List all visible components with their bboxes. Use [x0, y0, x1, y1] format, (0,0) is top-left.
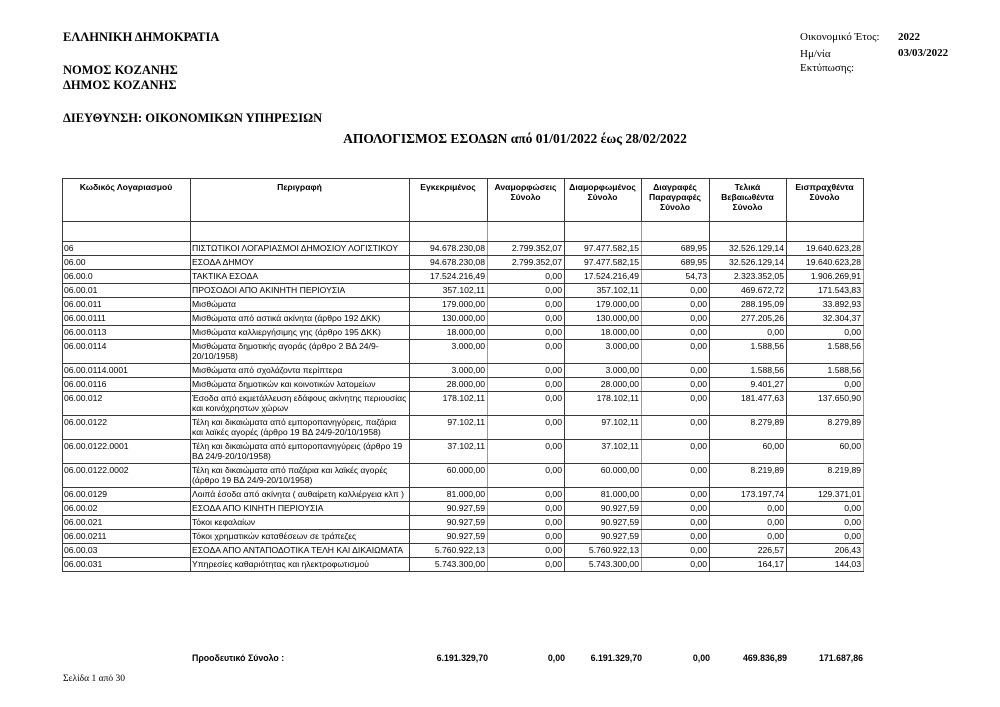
account-code-cell: 06.00.021	[63, 516, 191, 530]
adjusted-cell: 81.000,00	[565, 488, 642, 502]
approved-cell: 60.000,00	[410, 464, 488, 488]
adjusted-cell: 130.000,00	[565, 312, 642, 326]
account-code-cell: 06.00.0114	[63, 340, 191, 364]
table-row	[63, 530, 864, 544]
certified-cell: 32.526.129,14	[710, 256, 787, 270]
certified-cell: 0,00	[710, 502, 787, 516]
approved-cell: 5.760.922,13	[410, 544, 488, 558]
account-code-cell: 06.00.031	[63, 558, 191, 572]
approved-cell: 179.000,00	[410, 298, 488, 312]
directorate-heading: ΔΙΕΥΘΥΝΣΗ: ΟΙΚΟΝΟΜΙΚΩΝ ΥΠΗΡΕΣΙΩΝ	[63, 111, 323, 125]
column-header-account-code: Κωδικός Λογαριασμού	[63, 179, 191, 222]
certified-cell: 1.588,56	[710, 340, 787, 364]
total-approved: 6.191.329,70	[436, 653, 488, 663]
table-row	[63, 558, 864, 572]
account-code-cell: 06.00.0122	[63, 416, 191, 440]
account-code-cell: 06.00.0211	[63, 530, 191, 544]
collected-cell: 206,43	[787, 544, 864, 558]
print-date-label: Ημ/νία Εκτύπωσης:	[800, 48, 855, 74]
approved-cell: 97.102,11	[410, 416, 488, 440]
certified-cell: 1.588,56	[710, 364, 787, 378]
certified-cell: 60,00	[710, 440, 787, 464]
adjustments-cell: 0,00	[488, 284, 565, 298]
table-row	[63, 242, 864, 256]
approved-cell: 90.927,59	[410, 516, 488, 530]
prefecture-heading: ΝΟΜΟΣ ΚΟΖΑΝΗΣ	[63, 63, 178, 77]
revenue-ledger-table	[62, 178, 864, 572]
writeoffs-cell: 0,00	[642, 516, 710, 530]
column-header-adjustments: Αναμορφώσεις Σύνολο	[488, 179, 565, 222]
column-header-description: Περιγραφή	[191, 179, 410, 222]
approved-cell: 90.927,59	[410, 530, 488, 544]
certified-cell: 277.205,26	[710, 312, 787, 326]
account-code-cell: 06.00.0116	[63, 378, 191, 392]
writeoffs-cell: 54,73	[642, 270, 710, 284]
description-cell: Τέλη και δικαιώματα από εμποροπανηγύρεις, παζάρια και λαϊκές αγορές (άρθρο 19 ΒΔ 24/9-20/10/1958)	[191, 416, 410, 440]
approved-cell: 130.000,00	[410, 312, 488, 326]
adjustments-cell: 2.799.352,07	[488, 256, 565, 270]
collected-cell: 1.906.269,91	[787, 270, 864, 284]
description-cell: Μισθώματα από αστικά ακίνητα (άρθρο 192 ΔΚΚ)	[191, 312, 410, 326]
writeoffs-cell: 689,95	[642, 256, 710, 270]
description-cell: Έσοδα από εκμετάλλευση εδάφους ακίνητης περιουσίας και κοινόχρηστων χώρων	[191, 392, 410, 416]
account-code-cell: 06.00.0111	[63, 312, 191, 326]
approved-cell: 17.524.216,49	[410, 270, 488, 284]
collected-cell: 33.892,93	[787, 298, 864, 312]
table-row	[63, 270, 864, 284]
total-adjustments: 0,00	[547, 653, 565, 663]
column-header-approved: Εγκεκριμένος	[410, 179, 488, 222]
account-code-cell: 06.00.0122.0001	[63, 440, 191, 464]
writeoffs-cell: 0,00	[642, 392, 710, 416]
adjusted-cell: 178.102,11	[565, 392, 642, 416]
collected-cell: 0,00	[787, 378, 864, 392]
certified-cell: 8.219,89	[710, 464, 787, 488]
adjustments-cell: 0,00	[488, 312, 565, 326]
adjusted-cell: 17.524.216,49	[565, 270, 642, 284]
description-cell: ΕΣΟΔΑ ΑΠΟ ΚΙΝΗΤΗ ΠΕΡΙΟΥΣΙΑ	[191, 502, 410, 516]
municipality-heading: ΔΗΜΟΣ ΚΟΖΑΝΗΣ	[63, 78, 177, 92]
approved-cell: 37.102,11	[410, 440, 488, 464]
collected-cell: 0,00	[787, 530, 864, 544]
description-cell: Υπηρεσίες καθαριότητας και ηλεκτροφωτισμού	[191, 558, 410, 572]
adjustments-cell: 0,00	[488, 488, 565, 502]
approved-cell: 357.102,11	[410, 284, 488, 298]
adjusted-cell: 90.927,59	[565, 530, 642, 544]
table-row	[63, 298, 864, 312]
account-code-cell: 06.00.0114.0001	[63, 364, 191, 378]
collected-cell: 60,00	[787, 440, 864, 464]
writeoffs-cell: 0,00	[642, 340, 710, 364]
account-code-cell: 06.00.0129	[63, 488, 191, 502]
adjusted-cell: 18.000,00	[565, 326, 642, 340]
description-cell: Μισθώματα από σχολάζοντα περίπτερα	[191, 364, 410, 378]
country-heading: ΕΛΛΗΝΙΚΗ ΔΗΜΟΚΡΑΤΙΑ	[63, 30, 220, 44]
approved-cell: 3.000,00	[410, 364, 488, 378]
approved-cell: 94.678.230,08	[410, 242, 488, 256]
writeoffs-cell: 0,00	[642, 502, 710, 516]
writeoffs-cell: 0,00	[642, 544, 710, 558]
adjusted-cell: 5.760.922,13	[565, 544, 642, 558]
description-cell: Μισθώματα δημοτικής αγοράς (άρθρο 2 ΒΔ 24/9-20/10/1958)	[191, 340, 410, 364]
table-row	[63, 284, 864, 298]
certified-cell: 173.197,74	[710, 488, 787, 502]
approved-cell: 81.000,00	[410, 488, 488, 502]
description-cell: Μισθώματα καλλιεργήσιμης γης (άρθρο 195 ΔΚΚ)	[191, 326, 410, 340]
collected-cell: 144,03	[787, 558, 864, 572]
spacer-row	[63, 222, 864, 242]
print-date-value: 03/03/2022	[898, 47, 949, 59]
account-code-cell: 06.00.0113	[63, 326, 191, 340]
collected-cell: 129.371,01	[787, 488, 864, 502]
certified-cell: 0,00	[710, 530, 787, 544]
certified-cell: 164,17	[710, 558, 787, 572]
table-row	[63, 516, 864, 530]
collected-cell: 0,00	[787, 516, 864, 530]
adjusted-cell: 3.000,00	[565, 340, 642, 364]
table-row	[63, 392, 864, 416]
adjusted-cell: 60.000,00	[565, 464, 642, 488]
adjustments-cell: 0,00	[488, 340, 565, 364]
total-adjusted: 6.191.329,70	[590, 653, 642, 663]
adjusted-cell: 5.743.300,00	[565, 558, 642, 572]
table-row	[63, 440, 864, 464]
table-row	[63, 544, 864, 558]
column-header-adjusted: Διαμορφωμένος Σύνολο	[565, 179, 642, 222]
writeoffs-cell: 0,00	[642, 464, 710, 488]
description-cell: Τόκοι χρηματικών καταθέσεων σε τράπεζες	[191, 530, 410, 544]
collected-cell: 8.219,89	[787, 464, 864, 488]
adjustments-cell: 0,00	[488, 270, 565, 284]
report-title: ΑΠΟΛΟΓΙΣΜΟΣ ΕΣΟΔΩΝ από 01/01/2022 έως 28/02/2022	[343, 131, 687, 146]
adjustments-cell: 0,00	[488, 298, 565, 312]
table-row	[63, 340, 864, 364]
writeoffs-cell: 0,00	[642, 312, 710, 326]
account-code-cell: 06.00	[63, 256, 191, 270]
writeoffs-cell: 0,00	[642, 326, 710, 340]
collected-cell: 1.588,56	[787, 364, 864, 378]
certified-cell: 8.279,89	[710, 416, 787, 440]
writeoffs-cell: 689,95	[642, 242, 710, 256]
account-code-cell: 06.00.0122.0002	[63, 464, 191, 488]
collected-cell: 137.650,90	[787, 392, 864, 416]
collected-cell: 19.640.623,28	[787, 242, 864, 256]
table-row	[63, 312, 864, 326]
description-cell: ΤΑΚΤΙΚΑ ΕΣΟΔΑ	[191, 270, 410, 284]
approved-cell: 94.678.230,08	[410, 256, 488, 270]
table-row	[63, 464, 864, 488]
adjusted-cell: 357.102,11	[565, 284, 642, 298]
description-cell: Μισθώματα δημοτικών και κοινοτικών λατομείων	[191, 378, 410, 392]
total-collected: 171.687,86	[818, 653, 863, 663]
adjusted-cell: 90.927,59	[565, 516, 642, 530]
writeoffs-cell: 0,00	[642, 378, 710, 392]
adjustments-cell: 0,00	[488, 516, 565, 530]
adjustments-cell: 0,00	[488, 558, 565, 572]
writeoffs-cell: 0,00	[642, 298, 710, 312]
running-total-label: Προοδευτικό Σύνολο :	[192, 653, 285, 663]
table-row	[63, 364, 864, 378]
approved-cell: 3.000,00	[410, 340, 488, 364]
collected-cell: 8.279,89	[787, 416, 864, 440]
account-code-cell: 06.00.012	[63, 392, 191, 416]
certified-cell: 226,57	[710, 544, 787, 558]
writeoffs-cell: 0,00	[642, 530, 710, 544]
collected-cell: 0,00	[787, 502, 864, 516]
certified-cell: 288.195,09	[710, 298, 787, 312]
adjustments-cell: 0,00	[488, 464, 565, 488]
adjustments-cell: 0,00	[488, 364, 565, 378]
adjusted-cell: 90.927,59	[565, 502, 642, 516]
description-cell: Λοιπά έσοδα από ακίνητα ( αυθαίρετη καλλιέργεια κλπ )	[191, 488, 410, 502]
collected-cell: 171.543,83	[787, 284, 864, 298]
account-code-cell: 06.00.011	[63, 298, 191, 312]
collected-cell: 0,00	[787, 326, 864, 340]
description-cell: Μισθώματα	[191, 298, 410, 312]
total-writeoffs: 0,00	[692, 653, 710, 663]
table-row	[63, 256, 864, 270]
approved-cell: 90.927,59	[410, 502, 488, 516]
writeoffs-cell: 0,00	[642, 284, 710, 298]
adjustments-cell: 0,00	[488, 502, 565, 516]
table-row	[63, 416, 864, 440]
adjustments-cell: 0,00	[488, 440, 565, 464]
description-cell: ΕΣΟΔΑ ΑΠΟ ΑΝΤΑΠΟΔΟΤΙΚΑ ΤΕΛΗ ΚΑΙ ΔΙΚΑΙΩΜΑΤΑ	[191, 544, 410, 558]
fiscal-year-label: Οικονομικό Έτος:	[800, 31, 880, 43]
table-row	[63, 326, 864, 340]
description-cell: ΠΡΟΣΟΔΟΙ ΑΠΟ ΑΚΙΝΗΤΗ ΠΕΡΙΟΥΣΙΑ	[191, 284, 410, 298]
writeoffs-cell: 0,00	[642, 440, 710, 464]
adjustments-cell: 0,00	[488, 392, 565, 416]
adjustments-cell: 0,00	[488, 544, 565, 558]
adjustments-cell: 0,00	[488, 378, 565, 392]
description-cell: ΕΣΟΔΑ ΔΗΜΟΥ	[191, 256, 410, 270]
approved-cell: 28.000,00	[410, 378, 488, 392]
adjusted-cell: 97.477.582,15	[565, 242, 642, 256]
adjusted-cell: 3.000,00	[565, 364, 642, 378]
certified-cell: 0,00	[710, 516, 787, 530]
adjustments-cell: 2.799.352,07	[488, 242, 565, 256]
writeoffs-cell: 0,00	[642, 416, 710, 440]
adjusted-cell: 97.102,11	[565, 416, 642, 440]
column-header-collected: Εισπραχθέντα Σύνολο	[787, 179, 864, 222]
column-header-certified: Τελικά Βεβαιωθέντα Σύνολο	[710, 179, 787, 222]
account-code-cell: 06.00.03	[63, 544, 191, 558]
certified-cell: 32.526.129,14	[710, 242, 787, 256]
collected-cell: 32.304,37	[787, 312, 864, 326]
adjustments-cell: 0,00	[488, 326, 565, 340]
adjustments-cell: 0,00	[488, 530, 565, 544]
fiscal-year-value: 2022	[898, 31, 920, 43]
adjusted-cell: 37.102,11	[565, 440, 642, 464]
certified-cell: 2.323.352,05	[710, 270, 787, 284]
table-row	[63, 502, 864, 516]
adjusted-cell: 179.000,00	[565, 298, 642, 312]
account-code-cell: 06.00.02	[63, 502, 191, 516]
description-cell: Τόκοι κεφαλαίων	[191, 516, 410, 530]
writeoffs-cell: 0,00	[642, 488, 710, 502]
certified-cell: 469.672,72	[710, 284, 787, 298]
certified-cell: 181.477,63	[710, 392, 787, 416]
approved-cell: 18.000,00	[410, 326, 488, 340]
account-code-cell: 06.00.0	[63, 270, 191, 284]
approved-cell: 178.102,11	[410, 392, 488, 416]
table-row	[63, 378, 864, 392]
adjusted-cell: 28.000,00	[565, 378, 642, 392]
account-code-cell: 06.00.01	[63, 284, 191, 298]
certified-cell: 9.401,27	[710, 378, 787, 392]
account-code-cell: 06	[63, 242, 191, 256]
table-row	[63, 488, 864, 502]
collected-cell: 1.588,56	[787, 340, 864, 364]
table-header-row	[63, 179, 864, 222]
adjustments-cell: 0,00	[488, 416, 565, 440]
description-cell: ΠΙΣΤΩΤΙΚΟΙ ΛΟΓΑΡΙΑΣΜΟΙ ΔΗΜΟΣΙΟΥ ΛΟΓΙΣΤΙΚΟΥ	[191, 242, 410, 256]
adjusted-cell: 97.477.582,15	[565, 256, 642, 270]
collected-cell: 19.640.623,28	[787, 256, 864, 270]
certified-cell: 0,00	[710, 326, 787, 340]
column-header-writeoffs: Διαγραφές Παραγραφές Σύνολο	[642, 179, 710, 222]
description-cell: Τέλη και δικαιώματα από εμποροπανηγύρεις (άρθρο 19 ΒΔ 24/9-20/10/1958)	[191, 440, 410, 464]
writeoffs-cell: 0,00	[642, 364, 710, 378]
total-certified: 469.836,89	[742, 653, 787, 663]
approved-cell: 5.743.300,00	[410, 558, 488, 572]
writeoffs-cell: 0,00	[642, 558, 710, 572]
description-cell: Τέλη και δικαιώματα από παζάρια και λαϊκές αγορές (άρθρο 19 ΒΔ 24/9-20/10/1958)	[191, 464, 410, 488]
page-number: Σελίδα 1 από 30	[63, 674, 126, 684]
